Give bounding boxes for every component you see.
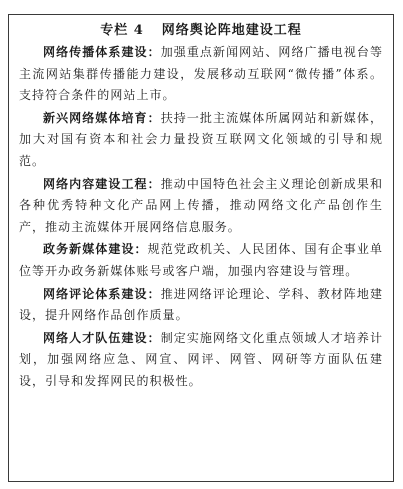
- paragraph-network-dissemination: [19, 42, 383, 107]
- paragraph-lead: 网络传播体系建设：: [43, 45, 161, 59]
- box-content: [19, 42, 383, 473]
- box-label: 专栏 4: [100, 22, 144, 38]
- paragraph-lead: 政务新媒体建设：: [43, 242, 148, 257]
- paragraph-lead: 网络内容建设工程：: [43, 176, 161, 191]
- paragraph-lead: 新兴网络媒体培育：: [43, 110, 161, 125]
- paragraph-talent-team: [19, 328, 383, 393]
- paragraph-new-media-cultivation: [19, 108, 383, 173]
- paragraph-body: 规范党政机关、人民团体、国有企事业单位等开办政务新媒体账号或客户端，加强内容建设与管理。: [19, 242, 383, 278]
- paragraph-body: 推动中国特色社会主义理论创新成果和各种优秀特种文化产品网上传播，推动网络文化产品创作生产，推动主流媒体开展网络信息服务。: [19, 176, 383, 234]
- box-header: [9, 15, 393, 41]
- column-box: [8, 14, 394, 482]
- paragraph-government-new-media: [19, 239, 383, 282]
- box-title: 网络舆论阵地建设工程: [161, 22, 302, 38]
- paragraph-body: 扶持一批主流媒体所属网站和新媒体，加大对国有资本和社会力量投资互联网文化领域的引导和规范。: [19, 110, 383, 168]
- paragraph-body: 制定实施网络文化重点领域人才培养计划，加强网络应急、网宣、网评、网管、网研等方面队伍建设，引导和发挥网民的积极性。: [19, 330, 383, 388]
- paragraph-body: 加强重点新闻网站、网络广播电视台等主流网站集群传播能力建设，发展移动互联网“微传播”体系。支持符合条件的网站上市。: [19, 45, 383, 103]
- paragraph-content-construction: [19, 174, 383, 239]
- paragraph-body: 推进网络评论理论、学科、教材阵地建设，提升网络作品创作质量。: [19, 286, 383, 323]
- paragraph-lead: 网络人才队伍建设：: [43, 330, 161, 345]
- paragraph-commentary-system: [19, 284, 383, 327]
- paragraph-lead: 网络评论体系建设：: [43, 286, 161, 301]
